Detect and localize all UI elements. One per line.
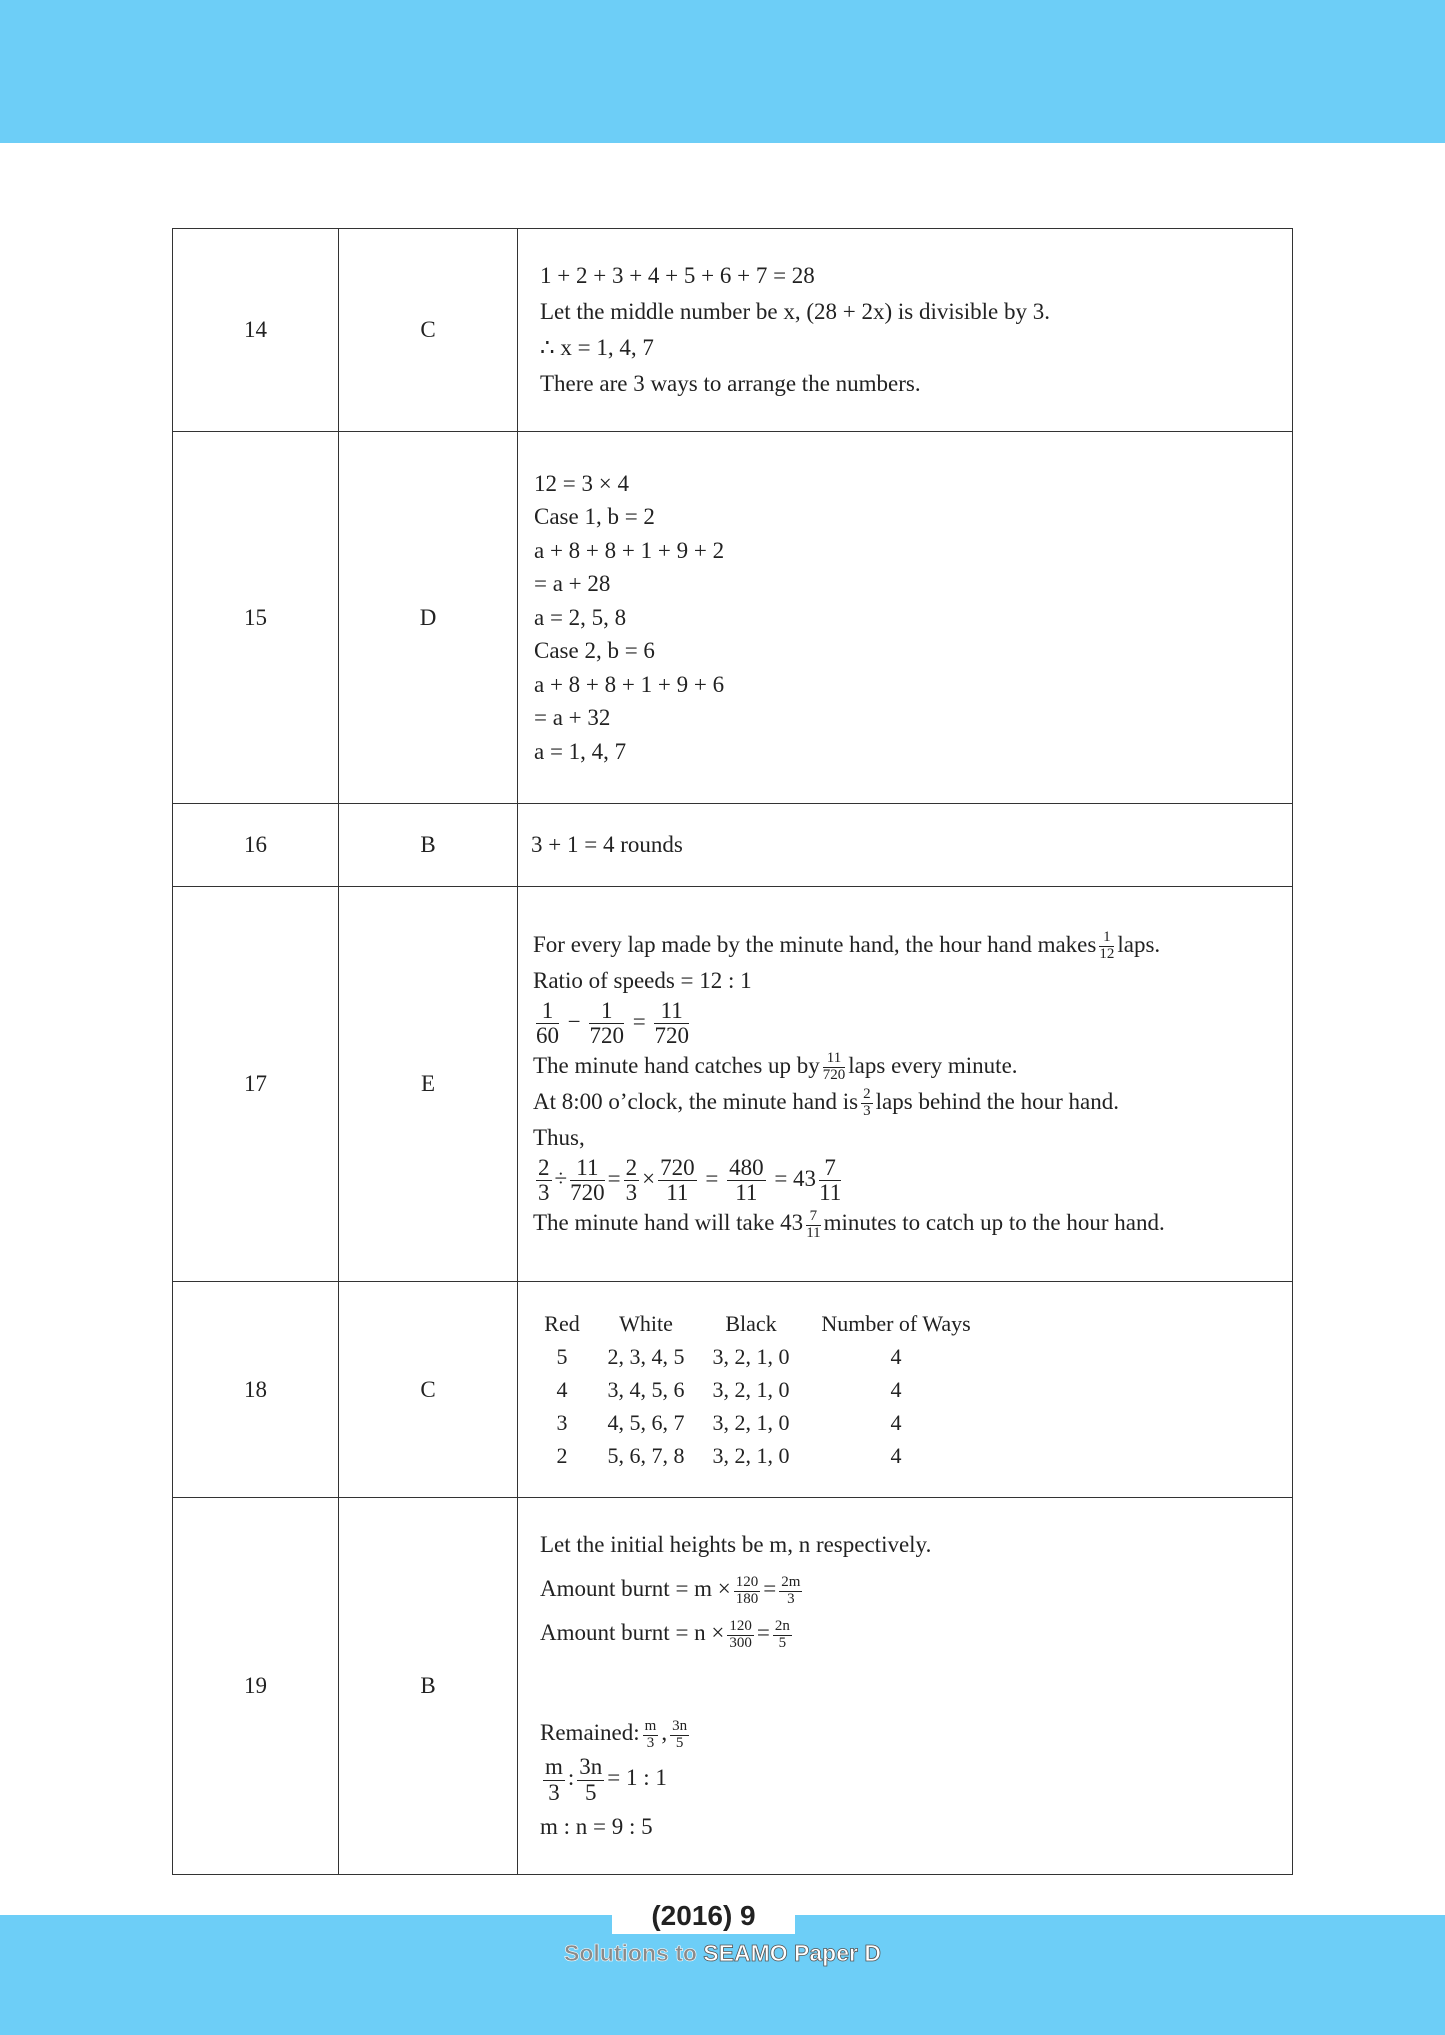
- fraction: $\frac{m}{3}$: [545, 1754, 563, 1805]
- solution: [518, 1282, 1293, 1498]
- question-number: 15: [173, 432, 339, 804]
- header-cell: Black: [725, 1311, 777, 1336]
- solution-line: 12 = 3 × 4: [534, 470, 629, 496]
- solution-line: Remained: $\frac{m}{3}$ , $\frac{3n}{5}$: [540, 1717, 688, 1751]
- fraction: $\frac{720}{11}$: [660, 1155, 695, 1206]
- ways-row: [533, 1373, 991, 1406]
- fraction: $\frac{2}{3}$: [625, 1155, 638, 1206]
- cell: 4, 5, 6, 7: [607, 1410, 685, 1435]
- solution: [518, 1498, 1293, 1875]
- table-row: [173, 887, 1293, 1282]
- solution-line: Amount burnt = m × $\frac{120}{180}$ = $\frac{2m}{3}$: [540, 1573, 801, 1607]
- cell: 3, 2, 1, 0: [712, 1410, 790, 1435]
- solution-line: Case 1, b = 2: [534, 504, 655, 530]
- cell: 5: [556, 1344, 568, 1369]
- page-number: (2016) 9: [612, 1898, 795, 1934]
- solution-line: m : n = 9 : 5: [540, 1813, 653, 1839]
- solution-line: Thus,: [533, 1125, 585, 1150]
- solution-line: a = 1, 4, 7: [534, 738, 627, 764]
- fraction: $\frac{1}{60}$: [536, 997, 559, 1048]
- solution: [518, 432, 1293, 804]
- header-cell: Red: [544, 1311, 580, 1336]
- footer-title: [0, 1940, 1445, 1967]
- solution-line: = a + 28: [534, 571, 611, 597]
- fraction: $\frac{120}{180}$: [735, 1573, 759, 1607]
- answer: E: [339, 887, 518, 1282]
- fraction: $\frac{11}{720}$: [822, 1050, 846, 1084]
- fraction: $\frac{2m}{3}$: [781, 1573, 801, 1607]
- solution-line: Let the middle number be x, (28 + 2x) is divisible by 3.: [540, 299, 1050, 324]
- solution-line: There are 3 ways to arrange the numbers.: [540, 371, 921, 396]
- solution-line: 1 + 2 + 3 + 4 + 5 + 6 + 7 = 28: [540, 263, 815, 288]
- fraction: $\frac{2n}{5}$: [774, 1617, 790, 1651]
- text: laps.: [1117, 931, 1161, 957]
- fraction: $\frac{7}{11}$: [806, 1207, 821, 1241]
- solution-line: $\frac{1}{60}$ − $\frac{1}{720}$ = $\frac{11}{720}$: [536, 997, 689, 1048]
- ways-row: [533, 1439, 991, 1472]
- fraction: $\frac{11}{720}$: [570, 1155, 605, 1206]
- fraction: $\frac{3n}{5}$: [579, 1754, 603, 1805]
- solution-line: The minute hand catches up by $\frac{11}{720}$ laps every minute.: [533, 1050, 1018, 1084]
- solution-line: $\frac{m}{3}$ : $\frac{3n}{5}$ = 1 : 1: [545, 1754, 667, 1805]
- fraction: $\frac{1}{720}$: [589, 997, 624, 1048]
- table-row: [173, 804, 1293, 887]
- cell: 4: [890, 1443, 902, 1468]
- solution-line: = a + 32: [534, 705, 611, 731]
- solution-line: The minute hand will take 43 $\frac{7}{11}$ minutes to catch up to the hour hand.: [533, 1207, 1165, 1241]
- solution-line: Case 2, b = 6: [534, 638, 655, 664]
- table-row: [173, 229, 1293, 432]
- table-row: [173, 432, 1293, 804]
- fraction: $\frac{11}{720}$: [654, 997, 689, 1048]
- header-cell: White: [619, 1311, 673, 1336]
- solution-line: Ratio of speeds = 12 : 1: [533, 967, 752, 993]
- header-band: [0, 0, 1445, 143]
- cell: 3, 2, 1, 0: [712, 1443, 790, 1468]
- header-cell: Number of Ways: [821, 1311, 971, 1336]
- ways-row: [533, 1340, 991, 1373]
- cell: 4: [890, 1410, 902, 1435]
- cell: 3, 2, 1, 0: [712, 1377, 790, 1402]
- table-row: [173, 1498, 1293, 1875]
- question-number: 17: [173, 887, 339, 1282]
- solution-line: a + 8 + 8 + 1 + 9 + 2: [534, 537, 725, 563]
- solution: [518, 804, 1293, 887]
- fraction: $\frac{120}{300}$: [729, 1617, 752, 1651]
- solutions-table: [172, 228, 1293, 1875]
- solution-line: 3 + 1 = 4 rounds: [531, 832, 683, 857]
- fraction: $\frac{2}{3}$: [538, 1155, 550, 1206]
- fraction: $\frac{1}{12}$: [1099, 929, 1115, 962]
- question-number: 16: [173, 804, 339, 887]
- fraction: $\frac{480}{11}$: [729, 1155, 764, 1206]
- cell: 4: [556, 1377, 568, 1402]
- cell: 4: [890, 1377, 902, 1402]
- solution-line: Let the initial heights be m, n respectively.: [540, 1532, 932, 1558]
- footer-title-part: Solutions to: [564, 1940, 697, 1966]
- text: For every lap made by the minute hand, the hour hand makes: [533, 931, 1097, 957]
- cell: 2: [556, 1443, 568, 1468]
- footer-title-part: SEAMO Paper D: [703, 1940, 881, 1966]
- fraction: $\frac{7}{11}$: [819, 1155, 842, 1206]
- solution-line: [533, 927, 1291, 963]
- cell: 3: [556, 1410, 568, 1435]
- solution-line: Amount burnt = n × $\frac{120}{300}$ = $\frac{2n}{5}$: [540, 1617, 790, 1651]
- cell: 3, 2, 1, 0: [712, 1344, 790, 1369]
- solution-line: $\frac{2}{3}$ ÷ $\frac{11}{720}$ = $\frac{2}{3}$ × $\frac{720}{11}$ = $\frac{480}{11}$ = 43 $\frac{7}{11}$: [538, 1155, 842, 1206]
- cell: 4: [890, 1344, 902, 1369]
- question-number: 14: [173, 229, 339, 432]
- answer: C: [339, 229, 518, 432]
- answer: D: [339, 432, 518, 804]
- ways-row: [533, 1406, 991, 1439]
- spacer: [540, 1655, 1291, 1711]
- fraction: $\frac{3n}{5}$: [672, 1717, 688, 1751]
- ways-header: [533, 1307, 991, 1340]
- solution-line: ∴ x = 1, 4, 7: [540, 335, 654, 360]
- solution: [518, 887, 1293, 1282]
- answer: C: [339, 1282, 518, 1498]
- cell: 5, 6, 7, 8: [607, 1443, 685, 1468]
- cell: 2, 3, 4, 5: [607, 1344, 685, 1369]
- fraction: $\frac{2}{3}$: [863, 1086, 871, 1120]
- ways-table: [533, 1307, 991, 1472]
- answer: B: [339, 804, 518, 887]
- question-number: 18: [173, 1282, 339, 1498]
- solution: [518, 229, 1293, 432]
- solution-line: a + 8 + 8 + 1 + 9 + 6: [534, 671, 725, 697]
- fraction: $\frac{m}{3}$: [644, 1717, 657, 1751]
- table-row: [173, 1282, 1293, 1498]
- answer: B: [339, 1498, 518, 1875]
- solution-line: a = 2, 5, 8: [534, 604, 627, 630]
- solution-line: At 8:00 o’clock, the minute hand is $\frac{2}{3}$ laps behind the hour hand.: [533, 1086, 1120, 1120]
- cell: 3, 4, 5, 6: [607, 1377, 685, 1402]
- question-number: 19: [173, 1498, 339, 1875]
